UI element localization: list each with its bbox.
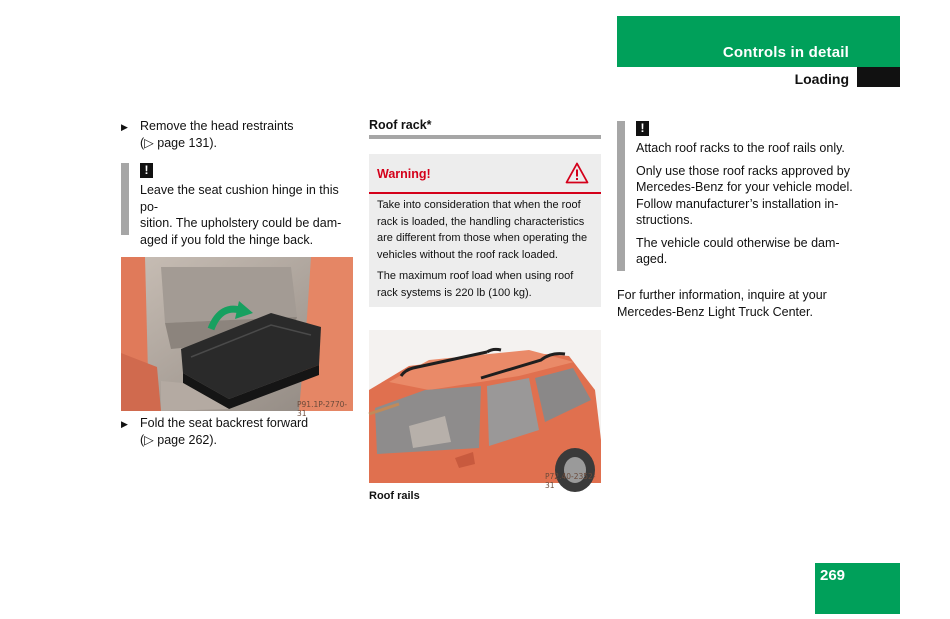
section-title: Controls in detail (722, 44, 849, 61)
warning-line: rack systems is 220 lb (100 kg). (377, 286, 532, 299)
step-text: Remove the head restraints (140, 119, 294, 133)
step-text: Fold the seat backrest forward (140, 416, 309, 430)
warning-line: vehicles without the roof rack loaded. (377, 248, 558, 261)
page-reference-link[interactable]: (▷ page 131). (140, 135, 218, 150)
heading-rule (369, 135, 601, 139)
info-line: For further information, inquire at your (617, 288, 827, 302)
warning-line: rack is loaded, the handling characteristics (377, 215, 585, 228)
note-line: Leave the seat cushion hinge in this po- (140, 183, 339, 214)
subsection-title: Loading (794, 71, 849, 87)
bullet-arrow-icon: ▶ (121, 419, 128, 429)
note-hinge (140, 162, 360, 248)
figure-id: P91.1P-2770-31 (297, 400, 348, 418)
warning-rule (369, 192, 601, 194)
roof-rails-figure (369, 330, 601, 490)
bullet-arrow-icon: ▶ (121, 122, 128, 132)
note-line: aged. (636, 252, 668, 266)
exclamation-icon: ! (140, 163, 153, 178)
warning-triangle-icon (565, 162, 589, 184)
warning-text (377, 197, 599, 301)
page-number: 269 (820, 567, 846, 584)
warning-title: Warning! (377, 167, 431, 181)
note-line: structions. (636, 213, 693, 227)
note-line: aged if you fold the hinge back. (140, 232, 314, 247)
info-line: Mercedes-Benz Light Truck Center. (617, 304, 813, 319)
note-line: Attach roof racks to the roof rails only. (636, 141, 845, 155)
note-line: sition. The upholstery could be dam- (140, 216, 342, 230)
exclamation-icon: ! (636, 121, 649, 136)
section-tab-marker (857, 67, 900, 87)
note-line: Only use those roof racks approved by (636, 163, 851, 178)
figure-caption: Roof rails (369, 490, 420, 502)
note-bar (617, 121, 625, 271)
step-fold-backrest (121, 415, 356, 448)
figure-id: P72.40-2352-31 (545, 472, 596, 490)
note-bar (121, 163, 129, 235)
further-info (617, 287, 867, 320)
note-line: Mercedes-Benz for your vehicle model. (636, 180, 853, 194)
warning-line: Take into consideration that when the roof (377, 199, 581, 211)
step-remove-head-restraints (121, 118, 356, 151)
roof-rack-heading: Roof rack* (369, 118, 432, 132)
page-reference-link[interactable]: (▷ page 262). (140, 432, 218, 447)
seat-fold-image (121, 257, 353, 411)
warning-line: The maximum roof load when using roof (377, 270, 574, 282)
roof-rails-image (369, 330, 601, 483)
note-line: The vehicle could otherwise be dam- (636, 235, 840, 250)
warning-box (369, 154, 601, 307)
seat-fold-figure (121, 257, 353, 418)
note-line: Follow manufacturer’s installation in- (636, 196, 839, 211)
note-roof-racks (636, 120, 872, 268)
warning-line: are different from those when operating the (377, 232, 588, 244)
